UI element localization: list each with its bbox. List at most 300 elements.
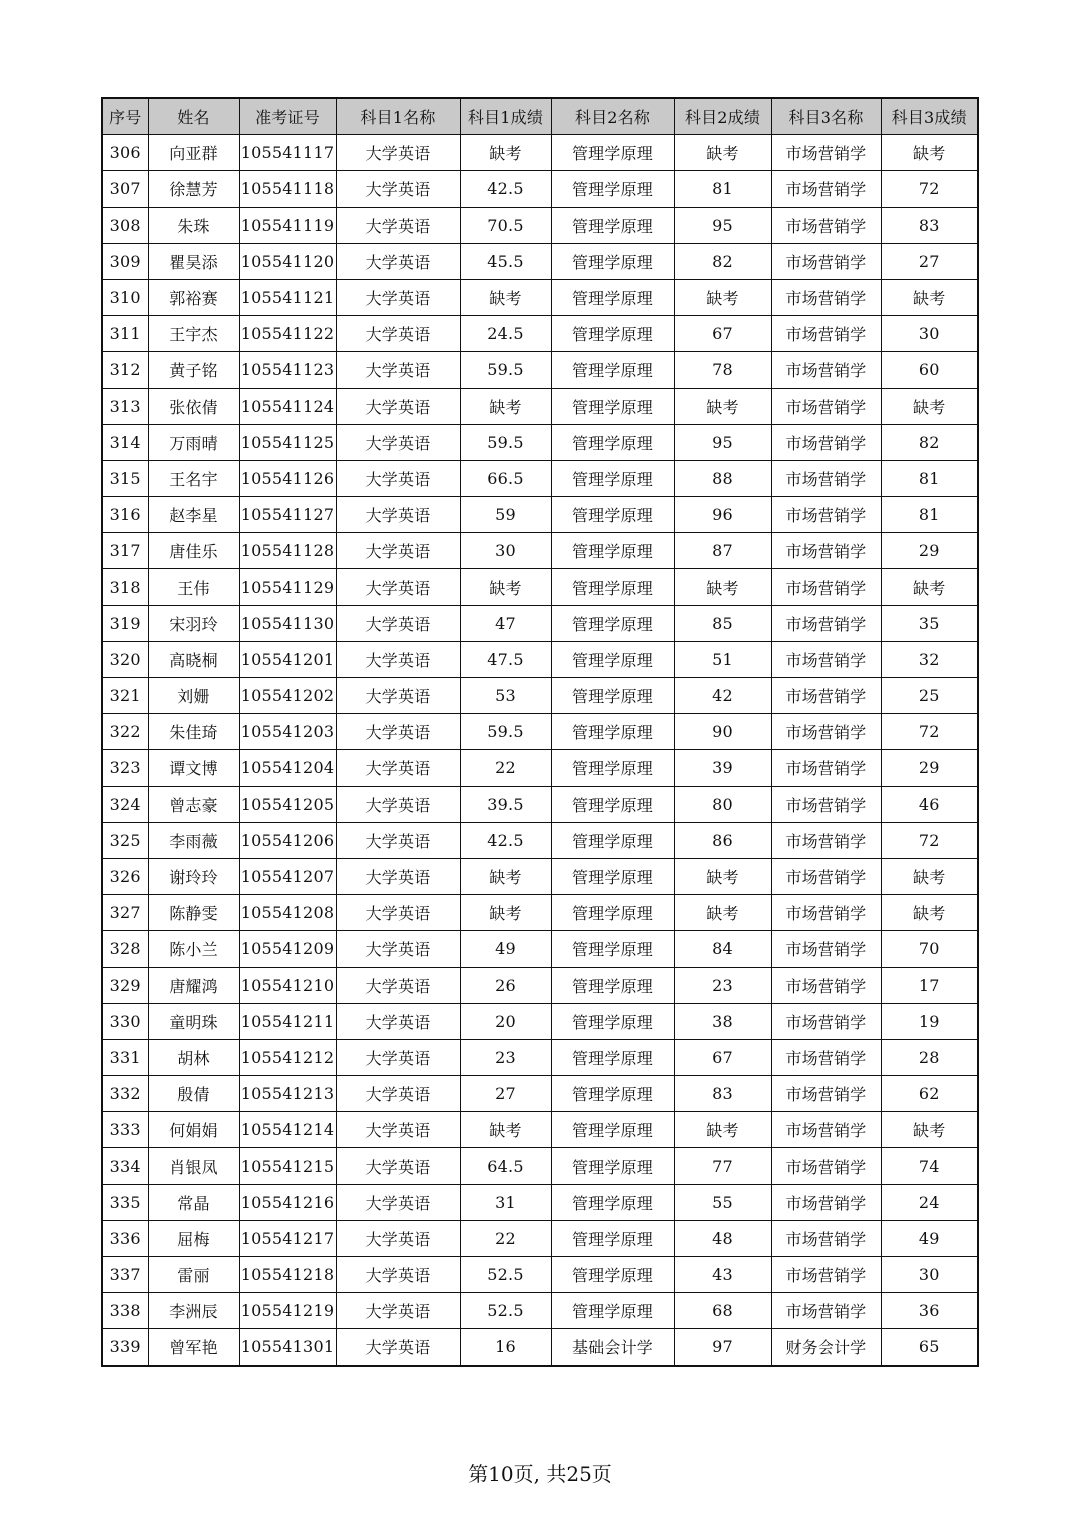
table-row	[102, 171, 978, 207]
cell-index: 308	[102, 207, 148, 243]
cell-exam-id: 105541129	[239, 569, 336, 605]
cell-exam-id: 105541210	[239, 967, 336, 1003]
cell-name: 朱佳琦	[148, 714, 239, 750]
cell-subject2-name: 管理学原理	[551, 786, 674, 822]
cell-name: 高晓桐	[148, 641, 239, 677]
cell-subject3-score: 72	[881, 714, 978, 750]
cell-subject1-name: 大学英语	[336, 569, 460, 605]
cell-index: 336	[102, 1220, 148, 1256]
cell-subject1-name: 大学英语	[336, 316, 460, 352]
cell-subject1-score: 59	[460, 497, 551, 533]
cell-subject3-name: 市场营销学	[771, 352, 881, 388]
cell-subject3-name: 市场营销学	[771, 460, 881, 496]
cell-subject1-name: 大学英语	[336, 1220, 460, 1256]
cell-subject1-name: 大学英语	[336, 822, 460, 858]
cell-subject1-name: 大学英语	[336, 497, 460, 533]
cell-subject1-name: 大学英语	[336, 858, 460, 894]
cell-subject1-score: 64.5	[460, 1148, 551, 1184]
cell-subject1-name: 大学英语	[336, 352, 460, 388]
cell-subject2-name: 管理学原理	[551, 243, 674, 279]
cell-index: 311	[102, 316, 148, 352]
cell-subject1-score: 23	[460, 1039, 551, 1075]
cell-exam-id: 105541204	[239, 750, 336, 786]
cell-subject1-score: 缺考	[460, 895, 551, 931]
cell-index: 332	[102, 1076, 148, 1112]
cell-subject2-name: 管理学原理	[551, 967, 674, 1003]
cell-exam-id: 105541208	[239, 895, 336, 931]
cell-subject2-score: 55	[674, 1184, 771, 1220]
cell-subject3-name: 市场营销学	[771, 1293, 881, 1329]
cell-index: 312	[102, 352, 148, 388]
cell-index: 325	[102, 822, 148, 858]
cell-subject3-name: 市场营销学	[771, 171, 881, 207]
cell-subject2-name: 管理学原理	[551, 1003, 674, 1039]
table-row	[102, 1112, 978, 1148]
cell-subject3-score: 74	[881, 1148, 978, 1184]
cell-subject1-score: 59.5	[460, 424, 551, 460]
cell-subject1-name: 大学英语	[336, 207, 460, 243]
cell-name: 朱珠	[148, 207, 239, 243]
cell-subject2-name: 管理学原理	[551, 171, 674, 207]
cell-name: 王名宇	[148, 460, 239, 496]
cell-subject3-score: 72	[881, 822, 978, 858]
cell-subject1-name: 大学英语	[336, 967, 460, 1003]
cell-subject3-name: 市场营销学	[771, 424, 881, 460]
cell-name: 黄子铭	[148, 352, 239, 388]
cell-subject1-name: 大学英语	[336, 388, 460, 424]
cell-exam-id: 105541218	[239, 1257, 336, 1293]
cell-subject1-score: 47.5	[460, 641, 551, 677]
cell-subject1-score: 缺考	[460, 569, 551, 605]
cell-subject1-name: 大学英语	[336, 424, 460, 460]
cell-subject3-score: 25	[881, 678, 978, 714]
cell-subject1-name: 大学英语	[336, 460, 460, 496]
cell-subject2-name: 管理学原理	[551, 533, 674, 569]
table-row	[102, 569, 978, 605]
cell-subject1-score: 缺考	[460, 1112, 551, 1148]
cell-subject3-score: 62	[881, 1076, 978, 1112]
cell-subject3-name: 市场营销学	[771, 1220, 881, 1256]
cell-subject3-name: 财务会计学	[771, 1329, 881, 1366]
cell-subject1-score: 31	[460, 1184, 551, 1220]
cell-subject3-name: 市场营销学	[771, 1112, 881, 1148]
cell-subject2-name: 管理学原理	[551, 858, 674, 894]
cell-index: 331	[102, 1039, 148, 1075]
cell-subject2-score: 缺考	[674, 279, 771, 315]
cell-exam-id: 105541201	[239, 641, 336, 677]
cell-subject2-score: 38	[674, 1003, 771, 1039]
cell-subject3-name: 市场营销学	[771, 641, 881, 677]
cell-index: 314	[102, 424, 148, 460]
cell-subject2-name: 管理学原理	[551, 1293, 674, 1329]
cell-exam-id: 105541207	[239, 858, 336, 894]
cell-subject2-score: 96	[674, 497, 771, 533]
cell-subject2-score: 95	[674, 207, 771, 243]
cell-subject3-score: 缺考	[881, 279, 978, 315]
cell-subject2-score: 85	[674, 605, 771, 641]
cell-subject2-name: 管理学原理	[551, 424, 674, 460]
cell-name: 郭裕赛	[148, 279, 239, 315]
cell-exam-id: 105541126	[239, 460, 336, 496]
cell-subject3-score: 29	[881, 533, 978, 569]
cell-subject2-name: 管理学原理	[551, 1220, 674, 1256]
table-row	[102, 207, 978, 243]
cell-subject1-score: 16	[460, 1329, 551, 1366]
cell-subject2-score: 83	[674, 1076, 771, 1112]
cell-subject1-score: 53	[460, 678, 551, 714]
table-row	[102, 786, 978, 822]
cell-subject2-score: 81	[674, 171, 771, 207]
cell-name: 赵李星	[148, 497, 239, 533]
cell-exam-id: 105541120	[239, 243, 336, 279]
header-row	[102, 98, 978, 135]
cell-subject1-score: 52.5	[460, 1257, 551, 1293]
cell-subject3-score: 83	[881, 207, 978, 243]
table-row	[102, 641, 978, 677]
cell-exam-id: 105541213	[239, 1076, 336, 1112]
cell-subject2-score: 缺考	[674, 388, 771, 424]
cell-name: 唐佳乐	[148, 533, 239, 569]
table-header	[102, 98, 978, 135]
cell-subject2-name: 管理学原理	[551, 895, 674, 931]
cell-subject1-score: 59.5	[460, 714, 551, 750]
cell-subject2-score: 80	[674, 786, 771, 822]
cell-exam-id: 105541216	[239, 1184, 336, 1220]
cell-subject2-name: 管理学原理	[551, 605, 674, 641]
cell-exam-id: 105541122	[239, 316, 336, 352]
cell-index: 309	[102, 243, 148, 279]
cell-subject2-score: 缺考	[674, 1112, 771, 1148]
cell-subject3-score: 缺考	[881, 858, 978, 894]
cell-subject3-score: 28	[881, 1039, 978, 1075]
cell-exam-id: 105541124	[239, 388, 336, 424]
cell-subject2-score: 51	[674, 641, 771, 677]
header-subject2-score: 科目2成绩	[674, 98, 771, 135]
cell-exam-id: 105541215	[239, 1148, 336, 1184]
cell-subject1-name: 大学英语	[336, 641, 460, 677]
cell-subject1-name: 大学英语	[336, 171, 460, 207]
cell-subject2-score: 95	[674, 424, 771, 460]
cell-subject2-score: 88	[674, 460, 771, 496]
cell-name: 李洲辰	[148, 1293, 239, 1329]
cell-index: 320	[102, 641, 148, 677]
header-name: 姓名	[148, 98, 239, 135]
cell-index: 323	[102, 750, 148, 786]
cell-index: 322	[102, 714, 148, 750]
cell-subject3-score: 81	[881, 497, 978, 533]
cell-subject2-name: 管理学原理	[551, 1257, 674, 1293]
cell-name: 曾志豪	[148, 786, 239, 822]
table-row	[102, 243, 978, 279]
table-row	[102, 605, 978, 641]
cell-name: 张依倩	[148, 388, 239, 424]
table-row	[102, 895, 978, 931]
cell-subject3-name: 市场营销学	[771, 967, 881, 1003]
cell-subject2-score: 42	[674, 678, 771, 714]
cell-subject2-score: 缺考	[674, 858, 771, 894]
cell-subject2-score: 68	[674, 1293, 771, 1329]
cell-subject2-name: 管理学原理	[551, 1076, 674, 1112]
cell-subject3-name: 市场营销学	[771, 1076, 881, 1112]
cell-subject3-name: 市场营销学	[771, 786, 881, 822]
cell-name: 宋羽玲	[148, 605, 239, 641]
cell-subject2-name: 管理学原理	[551, 750, 674, 786]
cell-subject2-name: 管理学原理	[551, 460, 674, 496]
cell-subject2-score: 90	[674, 714, 771, 750]
cell-index: 307	[102, 171, 148, 207]
cell-subject3-score: 72	[881, 171, 978, 207]
cell-subject3-score: 82	[881, 424, 978, 460]
cell-subject2-score: 48	[674, 1220, 771, 1256]
cell-subject1-score: 42.5	[460, 171, 551, 207]
table-row	[102, 1184, 978, 1220]
cell-subject2-name: 基础会计学	[551, 1329, 674, 1366]
cell-subject1-name: 大学英语	[336, 750, 460, 786]
table-row	[102, 352, 978, 388]
cell-subject1-name: 大学英语	[336, 1257, 460, 1293]
cell-subject1-name: 大学英语	[336, 1039, 460, 1075]
cell-index: 321	[102, 678, 148, 714]
cell-subject1-score: 20	[460, 1003, 551, 1039]
cell-subject1-name: 大学英语	[336, 533, 460, 569]
cell-subject2-score: 缺考	[674, 135, 771, 171]
table-row	[102, 1039, 978, 1075]
cell-subject1-score: 59.5	[460, 352, 551, 388]
cell-subject2-name: 管理学原理	[551, 1112, 674, 1148]
cell-index: 315	[102, 460, 148, 496]
cell-subject2-score: 39	[674, 750, 771, 786]
cell-subject2-score: 86	[674, 822, 771, 858]
cell-subject2-name: 管理学原理	[551, 316, 674, 352]
cell-exam-id: 105541117	[239, 135, 336, 171]
cell-subject3-name: 市场营销学	[771, 1039, 881, 1075]
cell-subject1-name: 大学英语	[336, 243, 460, 279]
cell-subject1-name: 大学英语	[336, 931, 460, 967]
cell-subject3-name: 市场营销学	[771, 858, 881, 894]
table-row	[102, 967, 978, 1003]
cell-index: 329	[102, 967, 148, 1003]
cell-index: 313	[102, 388, 148, 424]
cell-name: 陈小兰	[148, 931, 239, 967]
table-row	[102, 931, 978, 967]
cell-subject3-score: 60	[881, 352, 978, 388]
cell-index: 333	[102, 1112, 148, 1148]
table-row	[102, 750, 978, 786]
cell-subject1-score: 42.5	[460, 822, 551, 858]
cell-subject3-score: 19	[881, 1003, 978, 1039]
cell-subject1-score: 缺考	[460, 279, 551, 315]
cell-name: 胡林	[148, 1039, 239, 1075]
cell-index: 310	[102, 279, 148, 315]
cell-subject3-name: 市场营销学	[771, 931, 881, 967]
cell-subject2-name: 管理学原理	[551, 207, 674, 243]
header-subject1-name: 科目1名称	[336, 98, 460, 135]
table-row	[102, 822, 978, 858]
cell-subject3-score: 27	[881, 243, 978, 279]
table-row	[102, 497, 978, 533]
header-subject2-name: 科目2名称	[551, 98, 674, 135]
header-subject3-score: 科目3成绩	[881, 98, 978, 135]
cell-subject3-score: 70	[881, 931, 978, 967]
cell-subject3-name: 市场营销学	[771, 822, 881, 858]
cell-subject2-score: 97	[674, 1329, 771, 1366]
cell-name: 刘姗	[148, 678, 239, 714]
cell-name: 万雨晴	[148, 424, 239, 460]
cell-subject1-score: 27	[460, 1076, 551, 1112]
cell-index: 330	[102, 1003, 148, 1039]
cell-subject3-score: 46	[881, 786, 978, 822]
cell-subject3-name: 市场营销学	[771, 750, 881, 786]
table-row	[102, 1329, 978, 1366]
cell-subject3-name: 市场营销学	[771, 1003, 881, 1039]
cell-exam-id: 105541209	[239, 931, 336, 967]
cell-subject3-name: 市场营销学	[771, 388, 881, 424]
cell-subject1-name: 大学英语	[336, 1076, 460, 1112]
cell-index: 319	[102, 605, 148, 641]
cell-exam-id: 105541203	[239, 714, 336, 750]
cell-index: 334	[102, 1148, 148, 1184]
cell-exam-id: 105541130	[239, 605, 336, 641]
cell-subject1-name: 大学英语	[336, 895, 460, 931]
cell-subject2-name: 管理学原理	[551, 678, 674, 714]
cell-subject3-score: 缺考	[881, 388, 978, 424]
cell-subject2-name: 管理学原理	[551, 822, 674, 858]
table-row	[102, 388, 978, 424]
header-subject3-name: 科目3名称	[771, 98, 881, 135]
cell-subject1-name: 大学英语	[336, 1184, 460, 1220]
cell-subject1-name: 大学英语	[336, 1003, 460, 1039]
cell-exam-id: 105541217	[239, 1220, 336, 1256]
cell-subject1-score: 30	[460, 533, 551, 569]
cell-name: 王宇杰	[148, 316, 239, 352]
cell-subject1-name: 大学英语	[336, 605, 460, 641]
cell-subject3-score: 65	[881, 1329, 978, 1366]
cell-name: 殷倩	[148, 1076, 239, 1112]
cell-subject3-name: 市场营销学	[771, 497, 881, 533]
cell-subject2-name: 管理学原理	[551, 1039, 674, 1075]
cell-index: 326	[102, 858, 148, 894]
cell-index: 327	[102, 895, 148, 931]
cell-subject2-name: 管理学原理	[551, 497, 674, 533]
cell-subject3-name: 市场营销学	[771, 1148, 881, 1184]
table-body	[102, 135, 978, 1366]
cell-name: 曾军艳	[148, 1329, 239, 1366]
cell-name: 徐慧芳	[148, 171, 239, 207]
cell-subject3-score: 缺考	[881, 569, 978, 605]
cell-subject2-score: 82	[674, 243, 771, 279]
cell-subject1-name: 大学英语	[336, 1148, 460, 1184]
table-row	[102, 279, 978, 315]
cell-name: 李雨薇	[148, 822, 239, 858]
cell-subject3-name: 市场营销学	[771, 279, 881, 315]
cell-name: 唐耀鸿	[148, 967, 239, 1003]
table-row	[102, 1003, 978, 1039]
cell-subject1-name: 大学英语	[336, 1112, 460, 1148]
table-row	[102, 460, 978, 496]
cell-subject2-name: 管理学原理	[551, 279, 674, 315]
cell-subject3-name: 市场营销学	[771, 1257, 881, 1293]
cell-subject1-score: 49	[460, 931, 551, 967]
cell-subject1-score: 24.5	[460, 316, 551, 352]
cell-subject3-score: 32	[881, 641, 978, 677]
cell-subject3-name: 市场营销学	[771, 714, 881, 750]
table-row	[102, 533, 978, 569]
cell-exam-id: 105541119	[239, 207, 336, 243]
score-table	[101, 97, 979, 1367]
cell-exam-id: 105541118	[239, 171, 336, 207]
cell-exam-id: 105541128	[239, 533, 336, 569]
cell-subject3-score: 缺考	[881, 135, 978, 171]
cell-subject1-name: 大学英语	[336, 786, 460, 822]
cell-subject2-score: 23	[674, 967, 771, 1003]
cell-name: 谢玲玲	[148, 858, 239, 894]
header-subject1-score: 科目1成绩	[460, 98, 551, 135]
cell-subject2-score: 84	[674, 931, 771, 967]
cell-exam-id: 105541214	[239, 1112, 336, 1148]
cell-subject2-name: 管理学原理	[551, 641, 674, 677]
cell-subject1-score: 39.5	[460, 786, 551, 822]
cell-index: 335	[102, 1184, 148, 1220]
cell-subject1-score: 缺考	[460, 135, 551, 171]
cell-index: 317	[102, 533, 148, 569]
cell-subject2-name: 管理学原理	[551, 714, 674, 750]
cell-subject3-name: 市场营销学	[771, 569, 881, 605]
cell-subject3-name: 市场营销学	[771, 207, 881, 243]
cell-subject2-score: 缺考	[674, 895, 771, 931]
cell-index: 318	[102, 569, 148, 605]
cell-subject2-name: 管理学原理	[551, 1184, 674, 1220]
cell-exam-id: 105541211	[239, 1003, 336, 1039]
cell-name: 向亚群	[148, 135, 239, 171]
cell-subject3-name: 市场营销学	[771, 895, 881, 931]
cell-index: 328	[102, 931, 148, 967]
cell-subject3-score: 49	[881, 1220, 978, 1256]
cell-subject2-name: 管理学原理	[551, 1148, 674, 1184]
cell-exam-id: 105541301	[239, 1329, 336, 1366]
cell-subject3-name: 市场营销学	[771, 243, 881, 279]
cell-subject1-score: 26	[460, 967, 551, 1003]
cell-exam-id: 105541205	[239, 786, 336, 822]
cell-subject2-score: 77	[674, 1148, 771, 1184]
cell-subject2-score: 67	[674, 1039, 771, 1075]
cell-name: 何娟娟	[148, 1112, 239, 1148]
table-row	[102, 1257, 978, 1293]
cell-subject3-name: 市场营销学	[771, 678, 881, 714]
cell-subject2-score: 67	[674, 316, 771, 352]
header-exam-id: 准考证号	[239, 98, 336, 135]
cell-exam-id: 105541125	[239, 424, 336, 460]
cell-subject1-name: 大学英语	[336, 1329, 460, 1366]
table-row	[102, 714, 978, 750]
cell-subject2-score: 43	[674, 1257, 771, 1293]
cell-subject2-name: 管理学原理	[551, 352, 674, 388]
table-row	[102, 1148, 978, 1184]
cell-exam-id: 105541219	[239, 1293, 336, 1329]
cell-index: 324	[102, 786, 148, 822]
cell-name: 屈梅	[148, 1220, 239, 1256]
table-row	[102, 316, 978, 352]
cell-exam-id: 105541202	[239, 678, 336, 714]
table-row	[102, 1220, 978, 1256]
table-row	[102, 858, 978, 894]
cell-index: 337	[102, 1257, 148, 1293]
cell-subject1-score: 缺考	[460, 388, 551, 424]
table-row	[102, 135, 978, 171]
cell-exam-id: 105541127	[239, 497, 336, 533]
cell-subject2-score: 87	[674, 533, 771, 569]
cell-subject3-score: 30	[881, 316, 978, 352]
cell-index: 306	[102, 135, 148, 171]
